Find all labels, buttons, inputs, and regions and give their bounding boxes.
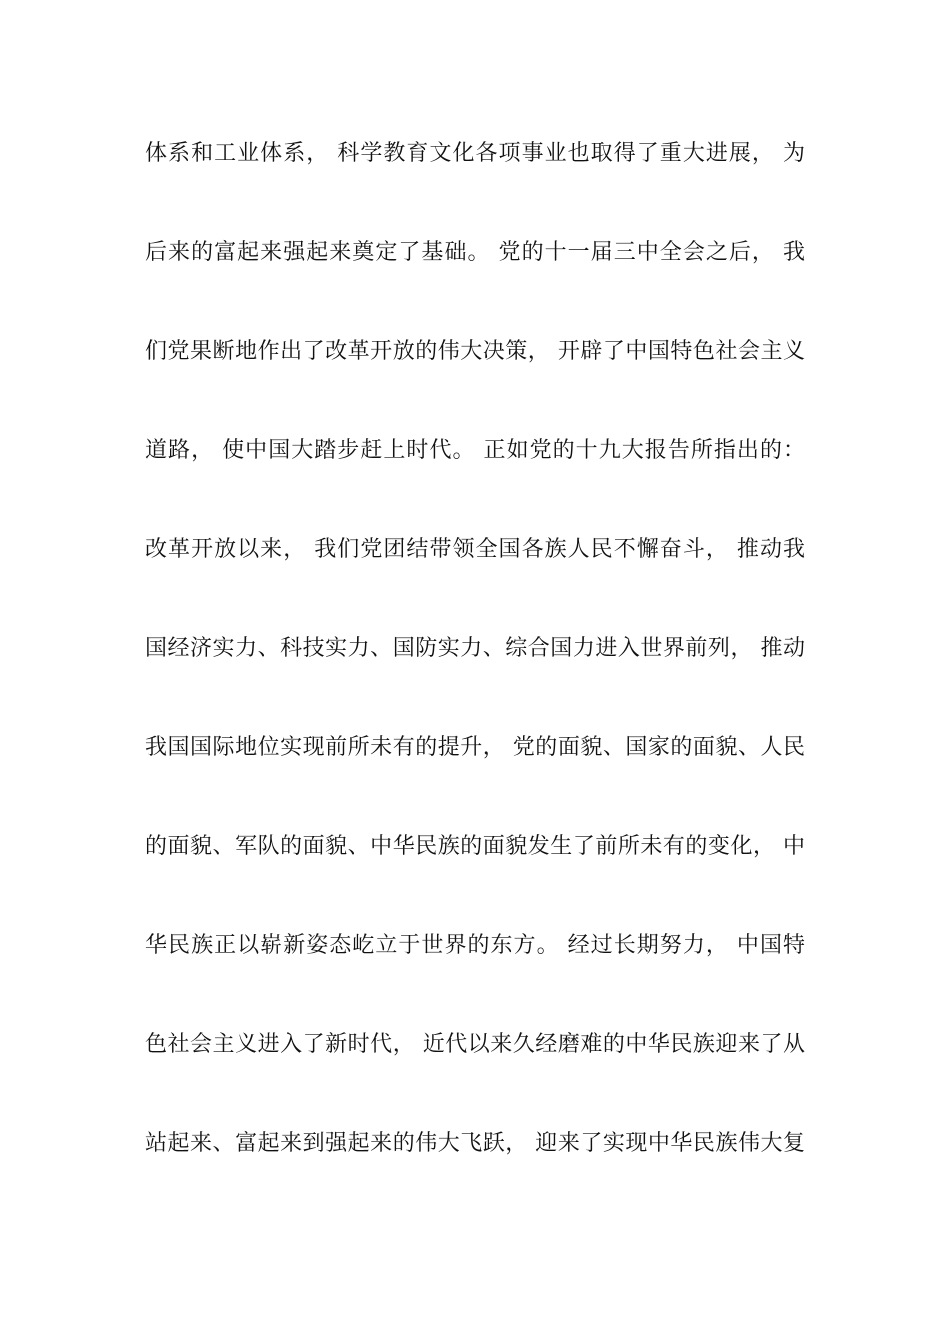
text-line: 们党果断地作出了改革开放的伟大决策， 开辟了中国特色社会主义 [145, 339, 805, 364]
text-line: 华民族正以崭新姿态屹立于世界的东方。 经过长期努力， 中国特 [145, 933, 805, 958]
text-line: 国经济实力、科技实力、国防实力、综合国力进入世界前列， 推动 [145, 636, 805, 661]
text-line: 后来的富起来强起来奠定了基础。 党的十一届三中全会之后， 我 [145, 240, 805, 265]
text-line: 道路， 使中国大踏步赶上时代。 正如党的十九大报告所指出的： [145, 438, 805, 463]
text-line: 我国国际地位实现前所未有的提升， 党的面貌、国家的面貌、人民 [145, 735, 805, 760]
text-line: 色社会主义进入了新时代， 近代以来久经磨难的中华民族迎来了从 [145, 1032, 805, 1057]
text-line: 体系和工业体系， 科学教育文化各项事业也取得了重大进展， 为 [145, 141, 805, 166]
text-line: 的面貌、军队的面貌、中华民族的面貌发生了前所未有的变化， 中 [145, 834, 805, 859]
text-line: 改革开放以来， 我们党团结带领全国各族人民不懈奋斗， 推动我 [145, 537, 805, 562]
text-line: 站起来、富起来到强起来的伟大飞跃， 迎来了实现中华民族伟大复 [145, 1131, 805, 1156]
